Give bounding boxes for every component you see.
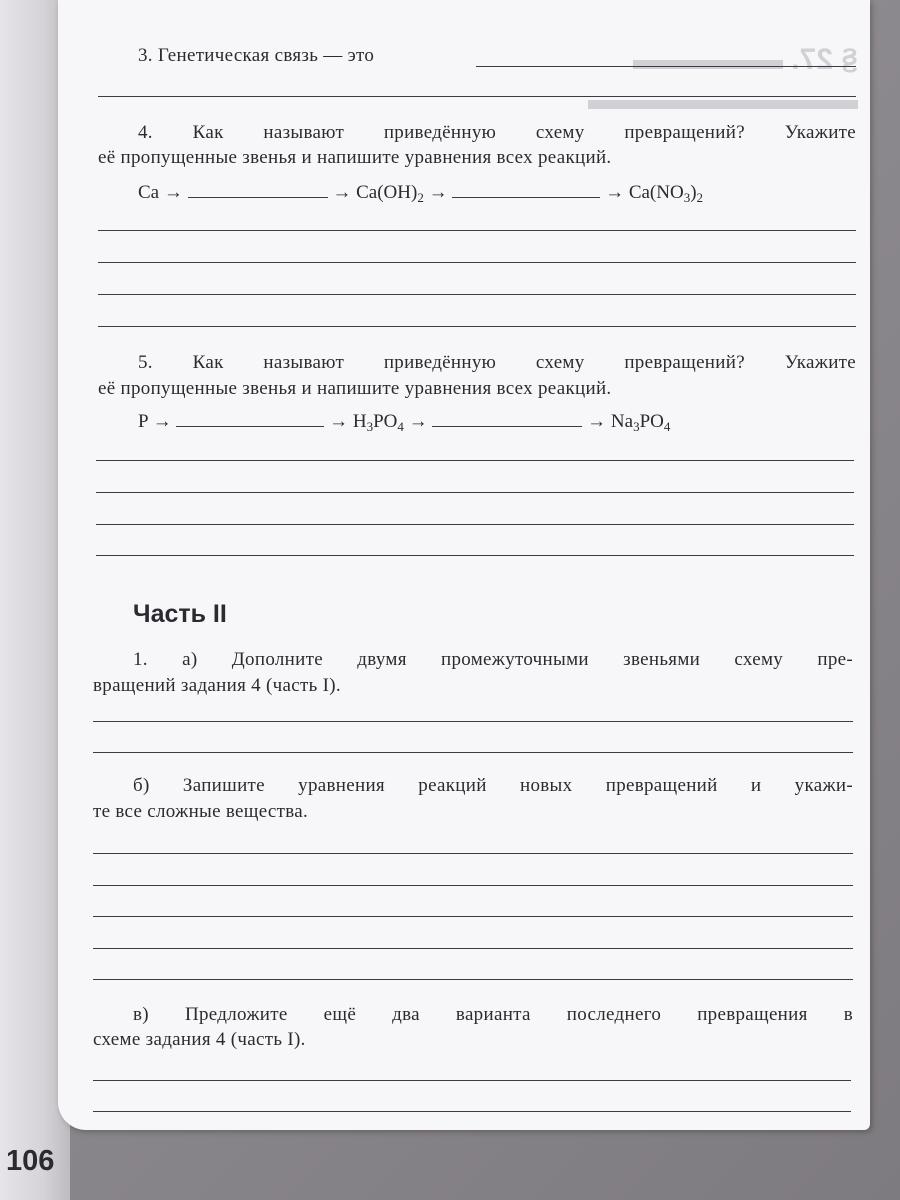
scheme-end: → $Ca(NO_3)_2$ — [605, 182, 704, 205]
scheme-end: → $Na_3PO_4$ — [587, 411, 671, 434]
part2-q1b-line2: те все сложные вещества. — [93, 801, 309, 822]
scheme-start: P → — [138, 411, 172, 432]
scheme-middle: → $H_3PO_4$ → — [329, 411, 428, 434]
part2-q1a-line2: вращений задания 4 (часть I). — [93, 675, 341, 696]
answer-line[interactable] — [98, 294, 856, 295]
answer-line[interactable] — [98, 326, 856, 327]
page-number: 106 — [6, 1145, 55, 1177]
answer-line[interactable] — [93, 1080, 851, 1081]
part2-q1b-line1: б) Запишите уравнения реакций новых превращений и укажи- — [133, 775, 853, 796]
part2-q1a-line1: 1. а) Дополните двумя промежуточными звеньями схему пре- — [133, 649, 853, 670]
task5-line2: её пропущенные звенья и напишите уравнения всех реакций. — [98, 378, 612, 399]
scheme-blank[interactable] — [452, 183, 600, 198]
answer-line[interactable] — [93, 853, 853, 854]
answer-line[interactable] — [98, 230, 856, 231]
task3-text: 3. Генетическая связь — это — [138, 45, 375, 66]
scheme-start: Ca → — [138, 182, 183, 203]
answer-line[interactable] — [93, 721, 853, 722]
answer-line[interactable] — [93, 1111, 851, 1112]
answer-line[interactable] — [93, 885, 853, 886]
answer-line[interactable] — [93, 916, 853, 917]
task5-line1: 5. Как называют приведённую схему превращений? Укажите — [138, 352, 856, 373]
task4-line1: 4. Как называют приведённую схему превращений? Укажите — [138, 122, 856, 143]
answer-line[interactable] — [98, 96, 856, 97]
answer-line[interactable] — [93, 948, 853, 949]
answer-line[interactable] — [96, 524, 854, 525]
part2-heading: Часть II — [133, 600, 227, 628]
scheme-blank[interactable] — [176, 412, 324, 427]
part2-q1c-line1: в) Предложите ещё два варианта последнего превращения в — [133, 1004, 853, 1025]
scheme-blank[interactable] — [432, 412, 582, 427]
answer-line[interactable] — [93, 979, 853, 980]
part2-q1c-line2: схеме задания 4 (часть I). — [93, 1029, 306, 1050]
task5-scheme — [138, 410, 670, 439]
answer-line[interactable] — [96, 460, 854, 461]
workbook-page — [58, 0, 870, 1130]
show-through-text: § 27. ▬▬▬▬▬ ▬▬▬▬▬▬▬▬▬ — [588, 43, 858, 116]
scheme-middle: → $Ca(OH)_2$ → — [332, 182, 448, 205]
answer-line[interactable] — [476, 66, 856, 67]
task4-scheme — [138, 181, 703, 210]
answer-line[interactable] — [96, 555, 854, 556]
scheme-blank[interactable] — [188, 183, 328, 198]
answer-line[interactable] — [98, 262, 856, 263]
answer-line[interactable] — [96, 492, 854, 493]
task4-line2: её пропущенные звенья и напишите уравнения всех реакций. — [98, 147, 612, 168]
answer-line[interactable] — [93, 752, 853, 753]
